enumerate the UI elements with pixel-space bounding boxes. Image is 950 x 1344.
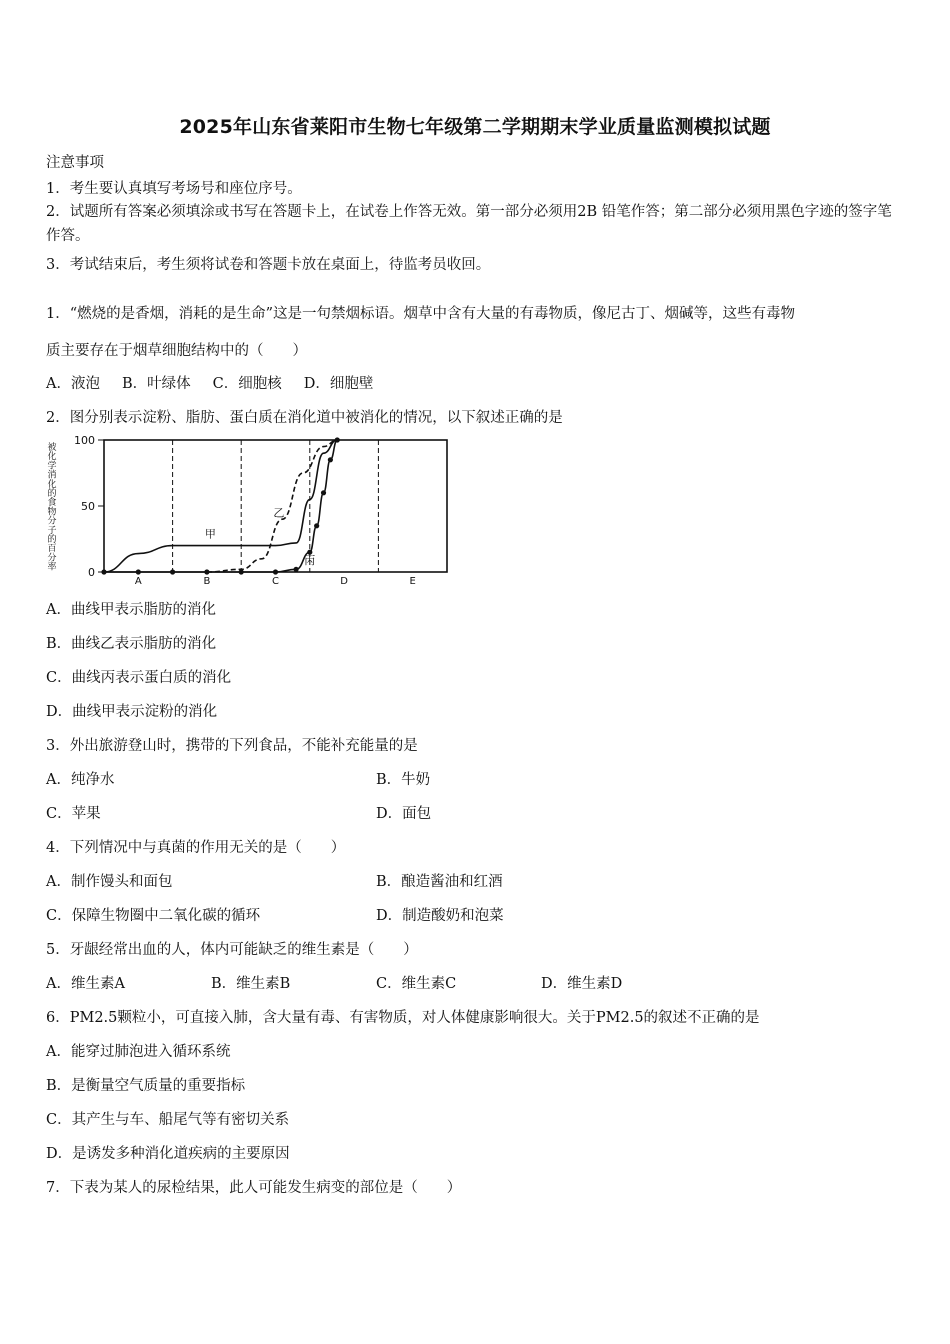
y-label-char: 学 (47, 461, 57, 472)
option-c: C．细胞核 (212, 376, 282, 392)
series-marker-丙 (314, 523, 319, 528)
question-2-stem: 2．图分别表示淀粉、脂肪、蛋白质在消化道中被消化的情况，以下叙述正确的是 (46, 410, 563, 426)
question-2-option-b: B．曲线乙表示脂肪的消化 (46, 636, 217, 652)
question-3-option-d: D．面包 (376, 806, 432, 822)
question-4-option-a: A．制作馒头和面包 (46, 874, 173, 890)
series-line-甲 (104, 440, 337, 572)
y-label-char: 化 (47, 452, 57, 463)
x-category-label: B (203, 576, 211, 586)
question-3-option-c: C．苹果 (46, 806, 101, 822)
y-ticks (74, 436, 104, 579)
y-label-char: 被 (47, 443, 57, 453)
series-marker-丙 (321, 490, 326, 495)
question-4-option-d: D．制造酸奶和泡菜 (376, 908, 504, 924)
series-marker-丙 (136, 569, 141, 574)
y-label-char: 分 (47, 553, 57, 564)
series-labels (205, 507, 315, 568)
series-line-乙 (204, 440, 337, 572)
series-marker-丙 (170, 569, 175, 574)
x-categories (135, 576, 416, 586)
y-label-char: 化 (47, 479, 57, 490)
question-2-option-c: C．曲线丙表示蛋白质的消化 (46, 670, 232, 686)
question-1-options (46, 372, 395, 393)
series-marker-丙 (293, 567, 298, 572)
notice-heading: 注意事项 (46, 155, 104, 171)
y-label-char: 物 (47, 507, 57, 518)
series-lines (104, 440, 337, 572)
x-category-label: C (272, 576, 279, 586)
question-3-option-b: B．牛奶 (376, 772, 431, 788)
question-5-stem: 5．牙龈经常出血的人，体内可能缺乏的维生素是（ ） (46, 942, 418, 958)
x-category-label: E (409, 576, 416, 586)
question-3-stem: 3．外出旅游登山时，携带的下列食品，不能补充能量的是 (46, 738, 418, 754)
y-tick-label: 0 (88, 566, 95, 579)
y-label-char: 分 (47, 516, 57, 527)
question-5-option-c: C．维生素C (376, 976, 457, 992)
series-marker-丙 (101, 569, 106, 574)
question-5-option-d: D．维生素D (541, 976, 623, 992)
y-label-char: 的 (47, 489, 57, 499)
y-label-char: 率 (47, 562, 57, 573)
digestion-chart (44, 436, 464, 586)
notice-item: 3．考试结束后，考生须将试卷和答题卡放在桌面上，待监考员收回。 (46, 257, 491, 273)
question-6-option-c: C．其产生与车、船尾气等有密切关系 (46, 1112, 290, 1128)
question-4-stem: 4．下列情况中与真菌的作用无关的是（ ） (46, 840, 346, 856)
y-tick-label: 50 (81, 500, 95, 513)
y-label-char: 百 (47, 544, 57, 555)
series-marker-丙 (335, 437, 340, 442)
series-line-丙 (104, 440, 337, 572)
series-label-乙: 乙 (273, 506, 285, 520)
y-label-char: 的 (47, 535, 57, 545)
question-5-option-b: B．维生素B (211, 976, 291, 992)
question-1-stem: 1．“燃烧的是香烟，消耗的是生命”这是一句禁烟标语。烟草中含有大量的有毒物质，像尼古丁、烟碱等，这些有毒物 (46, 306, 796, 322)
option-b: B．叶绿体 (121, 376, 191, 392)
y-label-char: 消 (47, 470, 57, 481)
question-3-option-a: A．纯净水 (46, 772, 115, 788)
option-a: A．液泡 (46, 376, 100, 392)
series-label-甲: 甲 (204, 527, 216, 541)
page-title: 2025年山东省莱阳市生物七年级第二学期期末学业质量监测模拟试题 (179, 116, 771, 138)
x-category-label: D (340, 576, 348, 586)
y-tick-label: 100 (74, 436, 95, 447)
series-marker-丙 (239, 569, 244, 574)
chart-y-label (47, 441, 56, 573)
question-1-stem-cont: 质主要存在于烟草细胞结构中的（ ） (46, 343, 307, 359)
question-6-option-b: B．是衡量空气质量的重要指标 (46, 1078, 246, 1094)
y-label-char: 食 (47, 498, 57, 509)
question-7-stem: 7．下表为某人的尿检结果，此人可能发生病变的部位是（ ） (46, 1180, 462, 1196)
question-2-option-d: D．曲线甲表示淀粉的消化 (46, 704, 218, 720)
question-4-option-c: C．保障生物圈中二氧化碳的循环 (46, 908, 261, 924)
question-2-option-a: A．曲线甲表示脂肪的消化 (46, 602, 216, 618)
y-label-char: 子 (47, 525, 57, 536)
question-4-option-b: B．酿造酱油和红酒 (376, 874, 503, 890)
question-5-option-a: A．维生素A (46, 976, 125, 992)
series-marker-丙 (273, 569, 278, 574)
question-6-option-d: D．是诱发多种消化道疾病的主要原因 (46, 1146, 290, 1162)
question-6-stem: 6．PM2.5颗粒小，可直接入肺，含大量有毒、有害物质，对人体健康影响很大。关于PM2.5的叙述不正确的是 (46, 1010, 760, 1026)
series-marker-丙 (328, 457, 333, 462)
series-label-丙: 丙 (304, 554, 316, 568)
x-category-label: A (134, 576, 142, 586)
option-d: D．细胞壁 (303, 376, 374, 392)
series-marker-丙 (204, 569, 209, 574)
question-6-option-a: A．能穿过肺泡进入循环系统 (46, 1044, 231, 1060)
notice-item: 1．考生要认真填写考场号和座位序号。 (46, 181, 302, 197)
notice-item: 2．试题所有答案必须填涂或书写在答题卡上，在试卷上作答无效。第一部分必须用2B 铅笔作答；第二部分必须用黑色字迹的签字笔作答。 (46, 204, 892, 244)
